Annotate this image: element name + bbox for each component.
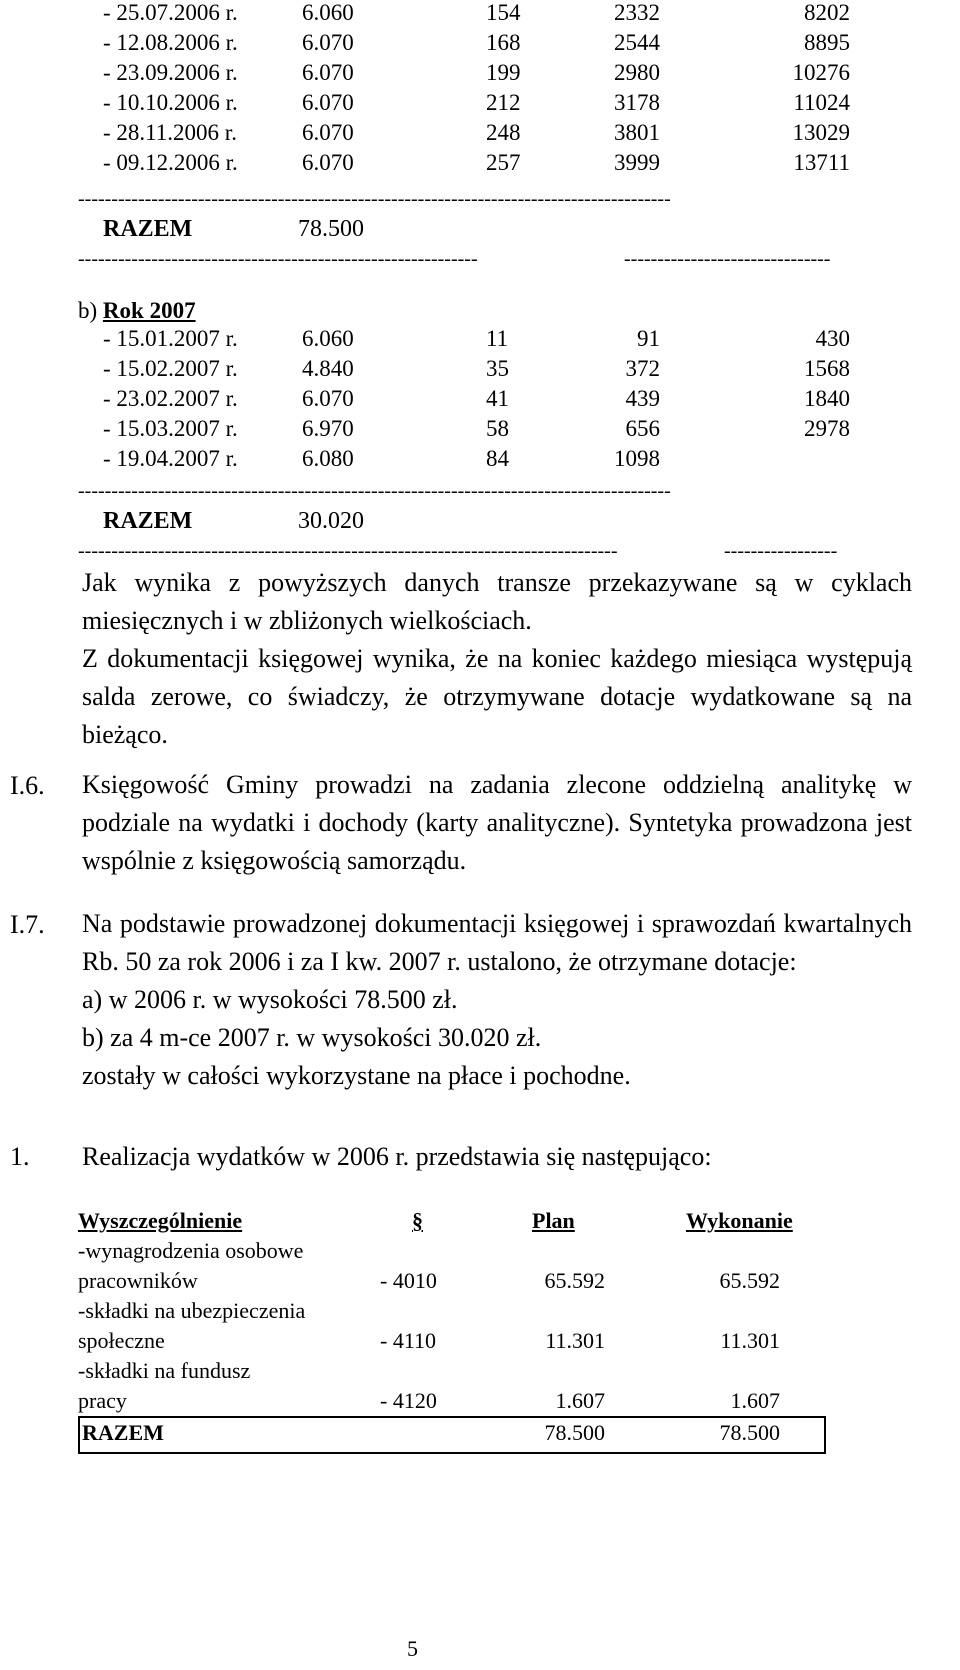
row-date: - 10.10.2006 r. xyxy=(103,90,238,115)
table-row xyxy=(0,0,960,30)
row-plan: 1.607 xyxy=(555,1388,605,1413)
total-2006 xyxy=(103,216,364,243)
row-amount: 6.060 xyxy=(302,0,354,25)
row-date: - 23.09.2006 r. xyxy=(103,60,238,85)
row-date: - 19.04.2007 r. xyxy=(103,446,238,471)
row-date: - 15.03.2007 r. xyxy=(103,416,238,441)
row-amount: 6.070 xyxy=(302,386,354,411)
row-value-c: 1098 xyxy=(614,446,660,471)
dashed-separator: --------------------------------------------------------------------------------- xyxy=(78,540,618,562)
row-plan: 11.301 xyxy=(545,1328,605,1353)
section-number: I.7. xyxy=(10,910,45,939)
paragraph-line: b) za 4 m-ce 2007 r. w wysokości 30.020 zł. xyxy=(82,1023,542,1052)
row-spec-line: -wynagrodzenia osobowe xyxy=(78,1238,304,1263)
row-value-b: 84 xyxy=(486,446,509,471)
page-number: 5 xyxy=(407,1636,418,1661)
row-execution: 65.592 xyxy=(719,1268,780,1293)
row-value-c: 2544 xyxy=(614,30,660,55)
section-i7-text xyxy=(82,905,912,1095)
section-prefix: b) xyxy=(78,298,98,323)
row-execution: 1.607 xyxy=(730,1388,780,1413)
table-border-right xyxy=(824,1416,826,1454)
row-date: - 15.01.2007 r. xyxy=(103,326,238,351)
row-value-c: 439 xyxy=(625,386,660,411)
table-row xyxy=(0,326,960,356)
row-date: - 23.02.2007 r. xyxy=(103,386,238,411)
paragraph-text: Z dokumentacji księgowej wynika, że na koniec każdego miesiąca występują salda zerowe, co świadczy, że otrzymywane dotacje wydatkowane są na bieżąco. xyxy=(82,644,912,749)
row-amount: 6.070 xyxy=(302,120,354,145)
row-value-b: 248 xyxy=(486,120,521,145)
column-header-plan: Plan xyxy=(532,1208,575,1233)
table-row xyxy=(0,386,960,416)
total-plan: 78.500 xyxy=(544,1420,605,1445)
row-date: - 15.02.2007 r. xyxy=(103,356,238,381)
row-paragraph: - 4110 xyxy=(380,1328,437,1353)
total-value: 78.500 xyxy=(298,216,364,242)
row-value-c: 2332 xyxy=(614,0,660,25)
table-row xyxy=(0,90,960,120)
row-value-d: 430 xyxy=(815,326,850,351)
row-amount: 6.070 xyxy=(302,90,354,115)
row-paragraph: - 4120 xyxy=(380,1388,437,1413)
row-value-c: 372 xyxy=(625,356,660,381)
total-label: RAZEM xyxy=(103,216,193,242)
section-2007-heading xyxy=(78,298,196,324)
row-date: - 25.07.2006 r. xyxy=(103,0,238,25)
row-value-d: 8202 xyxy=(804,0,850,25)
section-number: 1. xyxy=(10,1142,30,1171)
row-value-b: 199 xyxy=(486,60,521,85)
row-value-c: 656 xyxy=(625,416,660,441)
paragraph-summary xyxy=(82,564,912,754)
total-execution: 78.500 xyxy=(719,1420,780,1445)
row-amount: 6.080 xyxy=(302,446,354,471)
table-border-left xyxy=(78,1416,80,1454)
row-spec-line: pracy xyxy=(78,1388,127,1413)
dashed-separator: ----------------------------------------------------------------------------------------- xyxy=(78,188,671,210)
dashed-separator: ----------------- xyxy=(724,540,838,562)
row-value-b: 35 xyxy=(486,356,509,381)
paragraph-text: Księgowość Gminy prowadzi na zadania zlecone oddzielną analitykę w podziale na wydatki i dochody (karty analityczne). Syntetyka prowadzona jest wspólnie z księgowością samorządu. xyxy=(82,770,912,875)
row-spec-line: -składki na ubezpieczenia xyxy=(78,1298,306,1323)
table-row xyxy=(0,446,960,476)
row-value-d: 13711 xyxy=(793,150,850,175)
dashed-separator: ----------------------------------------------------------------------------------------- xyxy=(78,480,671,502)
paragraph-text: Na podstawie prowadzonej dokumentacji księgowej i sprawozdań kwartalnych Rb. 50 za rok 2006 i za I kw. 2007 r. ustalono, że otrzymane dotacje: xyxy=(82,909,912,976)
row-value-d: 1840 xyxy=(804,386,850,411)
row-value-d: 2978 xyxy=(804,416,850,441)
row-value-d: 1568 xyxy=(804,356,850,381)
row-value-d: 10276 xyxy=(792,60,850,85)
paragraph-line: zostały w całości wykorzystane na płace i pochodne. xyxy=(82,1061,631,1090)
row-value-c: 3999 xyxy=(614,150,660,175)
total-value: 30.020 xyxy=(298,508,364,534)
row-amount: 6.060 xyxy=(302,326,354,351)
row-value-b: 11 xyxy=(486,326,509,351)
total-2007 xyxy=(103,508,364,535)
row-value-b: 41 xyxy=(486,386,509,411)
dashed-separator: ------------------------------- xyxy=(624,248,831,270)
row-spec-line: społeczne xyxy=(78,1328,165,1353)
total-label: RAZEM xyxy=(103,508,193,534)
column-header-spec: Wyszczególnienie xyxy=(78,1208,243,1233)
row-spec-line: -składki na fundusz xyxy=(78,1358,251,1383)
paragraph-line: a) w 2006 r. w wysokości 78.500 zł. xyxy=(82,985,458,1014)
table-rule xyxy=(78,1416,826,1418)
row-plan: 65.592 xyxy=(544,1268,605,1293)
row-date: - 28.11.2006 r. xyxy=(103,120,237,145)
paragraph-text: Jak wynika z powyższych danych transze przekazywane są w cyklach miesięcznych i w zbliżonych wielkościach. xyxy=(82,568,912,635)
table-rule xyxy=(78,1452,826,1454)
row-value-b: 154 xyxy=(486,0,521,25)
table-row xyxy=(0,30,960,60)
row-value-c: 3801 xyxy=(614,120,660,145)
section-number: I.6. xyxy=(10,771,45,800)
row-value-c: 2980 xyxy=(614,60,660,85)
table-row xyxy=(0,60,960,90)
row-value-d: 13029 xyxy=(792,120,850,145)
row-paragraph: - 4010 xyxy=(380,1268,437,1293)
table-row xyxy=(0,356,960,386)
row-amount: 6.070 xyxy=(302,30,354,55)
row-spec-line: pracowników xyxy=(78,1268,198,1293)
row-amount: 4.840 xyxy=(302,356,354,381)
row-amount: 6.970 xyxy=(302,416,354,441)
row-value-b: 168 xyxy=(486,30,521,55)
row-value-b: 257 xyxy=(486,150,521,175)
column-header-paragraph: § xyxy=(412,1208,423,1233)
row-value-d: 8895 xyxy=(804,30,850,55)
section-heading: Realizacja wydatków w 2006 r. przedstawia się następująco: xyxy=(82,1142,712,1171)
row-value-c: 3178 xyxy=(614,90,660,115)
row-value-c: 91 xyxy=(637,326,660,351)
table-row xyxy=(0,416,960,446)
total-label: RAZEM xyxy=(82,1420,164,1445)
section-i6-text xyxy=(82,766,912,880)
row-date: - 12.08.2006 r. xyxy=(103,30,238,55)
dashed-separator: ------------------------------------------------------------ xyxy=(78,248,478,270)
row-amount: 6.070 xyxy=(302,60,354,85)
row-value-b: 212 xyxy=(486,90,521,115)
row-date: - 09.12.2006 r. xyxy=(103,150,238,175)
row-value-b: 58 xyxy=(486,416,509,441)
section-title: Rok 2007 xyxy=(102,298,196,323)
table-row xyxy=(0,150,960,180)
row-amount: 6.070 xyxy=(302,150,354,175)
table-row xyxy=(0,120,960,150)
row-execution: 11.301 xyxy=(720,1328,780,1353)
row-value-d: 11024 xyxy=(793,90,850,115)
column-header-execution: Wykonanie xyxy=(686,1208,793,1233)
